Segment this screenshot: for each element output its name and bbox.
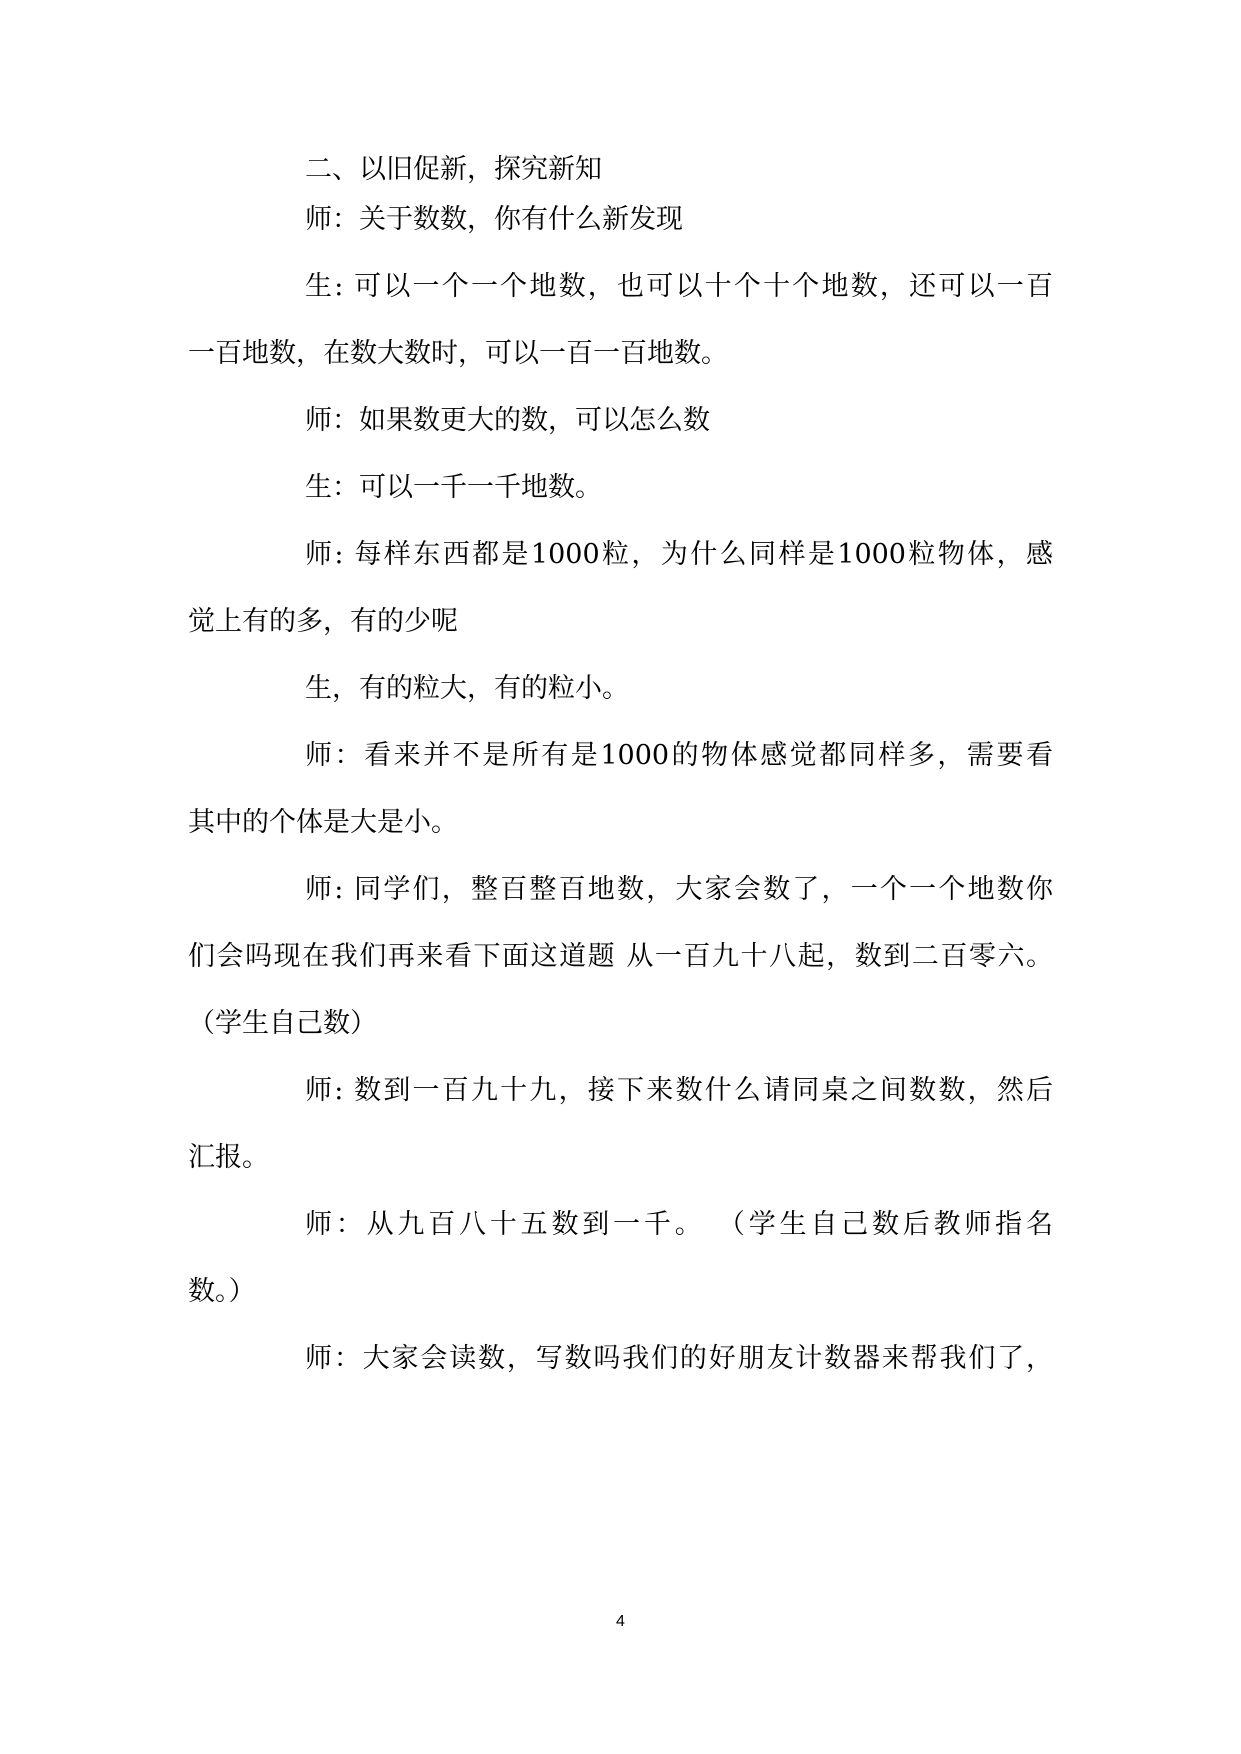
paragraph-line: 生：可以一千一千地数。 bbox=[305, 472, 602, 503]
paragraph-line: 一百地数，在数大数时，可以一百一百地数。 bbox=[188, 338, 728, 369]
paragraph-line: 生: 可以一个一个地数，也可以十个十个地数，还可以一百 bbox=[305, 271, 1053, 302]
paragraph-line: 数。） bbox=[188, 1276, 256, 1307]
paragraph-line: 师: 同学们，整百整百地数，大家会数了，一个一个地数你 bbox=[305, 874, 1053, 905]
paragraph-line: 师：大家会读数，写数吗我们的好朋友计数器来帮我们了， bbox=[305, 1343, 1053, 1374]
paragraph-line: 师：从九百八十五数到一千。 （学生自己数后教师指名 bbox=[305, 1209, 1053, 1240]
paragraph-line: （学生自己数） bbox=[188, 1008, 377, 1039]
section-heading: 二、以旧促新，探究新知 bbox=[305, 154, 602, 185]
paragraph-line: 师：如果数更大的数，可以怎么数 bbox=[305, 405, 710, 436]
paragraph-line: 其中的个体是大是小。 bbox=[188, 807, 458, 838]
paragraph-line: 师: 每样东西都是1000粒，为什么同样是1000粒物体，感 bbox=[305, 539, 1053, 570]
paragraph-line: 觉上有的多，有的少呢 bbox=[188, 606, 458, 637]
paragraph-line: 师: 数到一百九十九，接下来数什么请同桌之间数数，然后 bbox=[305, 1075, 1053, 1106]
page-number: 4 bbox=[616, 1613, 625, 1630]
paragraph-line: 师：看来并不是所有是1000的物体感觉都同样多，需要看 bbox=[305, 740, 1053, 771]
paragraph-line: 汇报。 bbox=[188, 1142, 269, 1173]
paragraph-line: 生，有的粒大，有的粒小。 bbox=[305, 673, 629, 704]
paragraph-line: 师：关于数数，你有什么新发现 bbox=[305, 204, 683, 235]
paragraph-line: 们会吗现在我们再来看下面这道题 从一百九十八起，数到二百零六。 bbox=[188, 941, 1053, 972]
